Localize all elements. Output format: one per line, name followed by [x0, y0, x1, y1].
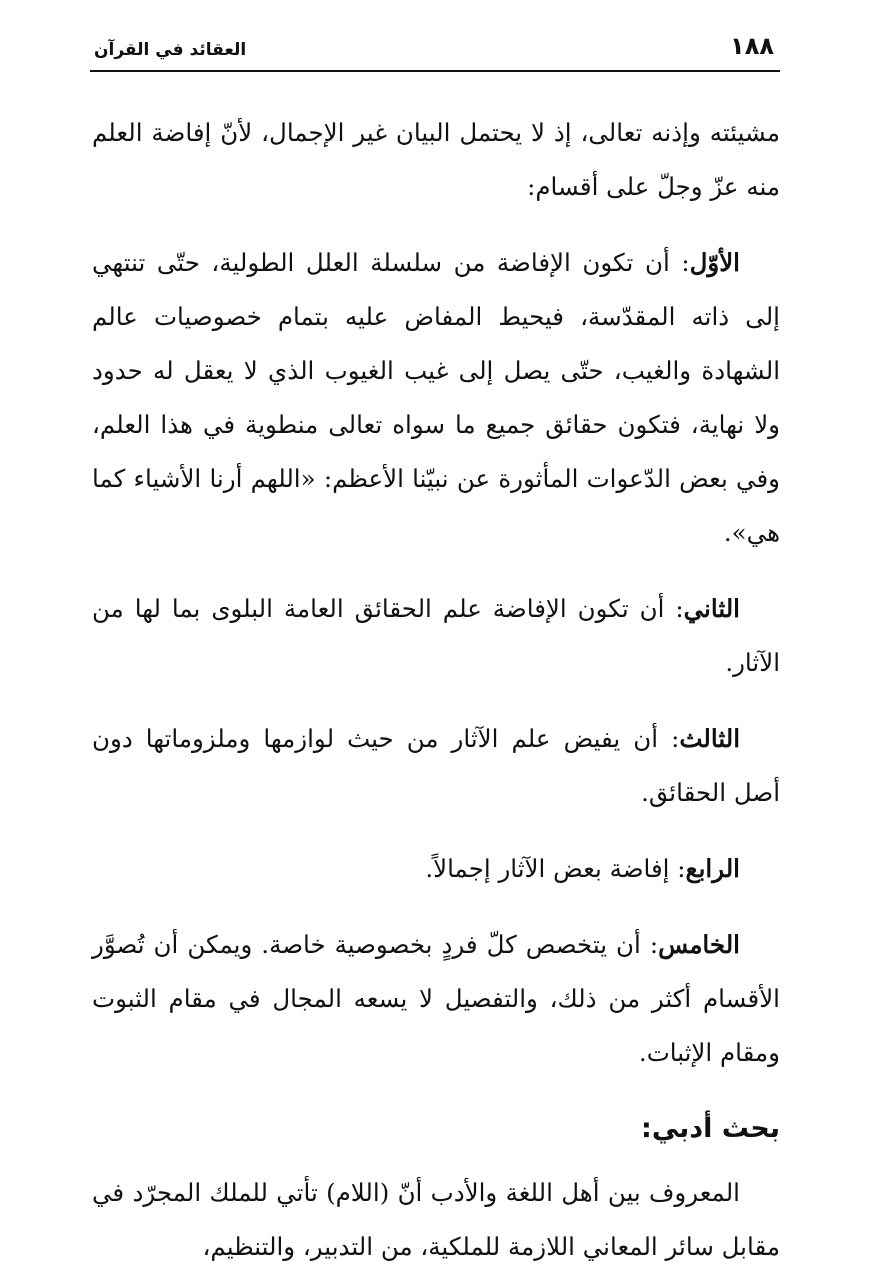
section-fifth [92, 918, 780, 1080]
section-second [92, 582, 780, 690]
section-label-third: الثالث [679, 724, 740, 753]
section-text-fifth: : أن يتخصص كلّ فردٍ بخصوصية خاصة. ويمكن أن تُصوَّر الأقسام أكثر من ذلك، والتفصيل لا يسعه المجال في مقام الثبوت ومقام الإثبات. [92, 930, 780, 1067]
section-fourth [92, 842, 780, 896]
section-text-second: : أن تكون الإفاضة علم الحقائق العامة البلوى بما لها من الآثار. [92, 594, 780, 677]
section-label-fifth: الخامس [658, 930, 740, 959]
section-text-fourth: : إفاضة بعض الآثار إجمالاً. [425, 854, 686, 883]
running-title: العقائد في القرآن [94, 40, 247, 60]
section-text-third: : أن يفيض علم الآثار من حيث لوازمها وملزوماتها دون أصل الحقائق. [92, 724, 780, 807]
running-header [90, 32, 780, 72]
body-text [92, 106, 780, 1264]
intro-paragraph: مشيئته وإذنه تعالى، إذ لا يحتمل البيان غير الإجمال، لأنّ إفاضة العلم منه عزّ وجلّ على أقسام: [92, 118, 780, 201]
section-first [92, 236, 780, 560]
page-number: ١٨٨ [730, 32, 774, 60]
section-heading: بحث أدبي: [641, 1113, 780, 1144]
section-text-first: : أن تكون الإفاضة من سلسلة العلل الطولية، حتّى تنتهي إلى ذاته المقدّسة، فيحيط المفاض عليه بتمام خصوصيات عالم الشهادة والغيب، حتّى يصل إلى غيب الغيوب الذي لا يعقل له حدود ولا نهاية، فتكون حقائق جميع ما سواه تعالى منطوية في هذا العلم، وفي بعض الدّعوات المأثورة عن نبيّنا الأعظم: «اللهم أرنا الأشياء كما هي». [92, 248, 780, 547]
section-label-fourth: الرابع [685, 854, 740, 883]
closing-paragraph: المعروف بين أهل اللغة والأدب أنّ (اللام) تأتي للملك المجرّد في مقابل سائر المعاني اللازمة للملكية، من التدبير، والتنظيم، [92, 1178, 780, 1261]
section-label-second: الثاني [683, 594, 740, 623]
section-label-first: الأوّل [689, 248, 740, 277]
section-third [92, 712, 780, 820]
